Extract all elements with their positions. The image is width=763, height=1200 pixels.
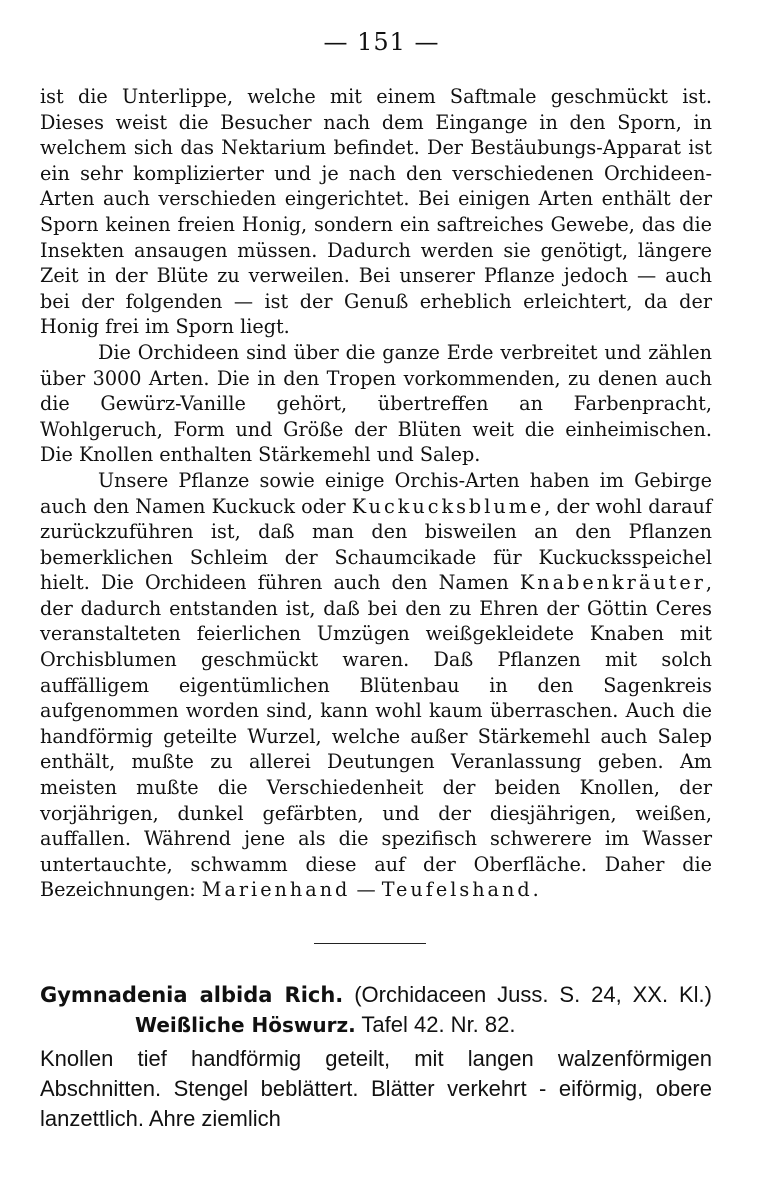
paragraph-folklore: [40, 468, 712, 903]
spaced-term-teufelshand: Teufelshand: [381, 878, 533, 902]
body-text: [40, 84, 712, 903]
species-description: Knollen tief handförmig geteilt, mit langen walzenförmigen Abschnitten. Stengel beblättert. Blätter verkehrt - eiförmig, obere lanzettlich. Ahre ziemlich: [40, 1046, 712, 1131]
spaced-term-marienhand: Marienhand: [201, 878, 351, 902]
species-heading: [40, 980, 712, 1040]
paragraph-distribution: Die Orchideen sind über die ganze Erde verbreitet und zählen über 3000 Arten. Die in den Tropen vorkommenden, zu denen auch die Gewürz-Vanille gehört, übertreffen an Farbenpracht, Wohlgeruch, Form und Größe der Blüten weit die einheimischen. Die Knollen enthalten Stärkemehl und Salep.: [40, 340, 712, 467]
folklore-text-2: , der wohl darauf zurückzuführen ist, daß man den bisweilen an den Pflanzen bemerklichen Schleim der Schaumcikade für Kuckucksspeichel hielt. Die Orchideen führen auch den Namen: [40, 494, 712, 595]
species-latin-name: Gymnadenia albida Rich.: [40, 983, 344, 1007]
species-german-name: Weißliche Höswurz.: [135, 1013, 356, 1037]
folklore-text-4: —: [350, 878, 382, 902]
folklore-text-1: Unsere Pflanze sowie einige Orchis-Arten haben im Gebirge auch den Namen Kuckuck oder: [40, 468, 712, 518]
folklore-text-3: , der dadurch entstanden ist, daß bei den zu Ehren der Göttin Ceres veranstalteten feierlichen Umzügen weißgekleidete Knaben mit Orchisblumen geschmückt waren. Daß Pflanzen mit solch auffälligem eigentümlichen Blütenbau in den Sagenkreis aufgenommen worden sind, kann wohl kaum überraschen. Auch die handförmig geteilte Wurzel, welche außer Stärkemehl auch Salep enthält, mußte zu allerei Deutungen Veranlassung geben. Am meisten mußte die Verschiedenheit der beiden Knollen, der vorjährigen, dunkel gefärbten, und der diesjährigen, weißen, auffallen. Während jene als die spezifisch schwerere im Wasser untertauchte, schwamm diese auf der Oberfläche. Daher die Bezeichnungen:: [40, 571, 712, 902]
paragraph-nectar: ist die Unterlippe, welche mit einem Saftmale geschmückt ist. Dieses weist die Besucher nach dem Eingange in den Sporn, in welchem sich das Nektarium befindet. Der Bestäubungs-Apparat ist ein sehr komplizierter und je nach den verschiedenen Orchideen-Arten auch verschieden eingerichtet. Bei einigen Arten enthält der Sporn keinen freien Honig, sondern ein saftreiches Gewebe, das die Insekten ansaugen müssen. Dadurch werden sie genötigt, längere Zeit in der Blüte zu verweilen. Bei unserer Pflanze jedoch — auch bei der folgenden — ist der Genuß erheblich erleichtert, da der Honig frei im Sporn liegt.: [40, 85, 712, 339]
section-divider: [314, 943, 426, 944]
spaced-term-knabenkraeuter: Knabenkräuter: [519, 571, 706, 595]
spaced-term-kuckucksblume: Kuckucksblume: [351, 494, 545, 518]
folklore-text-5: .: [532, 878, 539, 902]
species-family: (Orchidaceen Juss. S. 24, XX. Kl.): [343, 982, 712, 1007]
species-entry: [40, 980, 712, 1134]
page-number: — 151 —: [323, 28, 440, 56]
species-plate: Tafel 42. Nr. 82.: [355, 1012, 516, 1037]
